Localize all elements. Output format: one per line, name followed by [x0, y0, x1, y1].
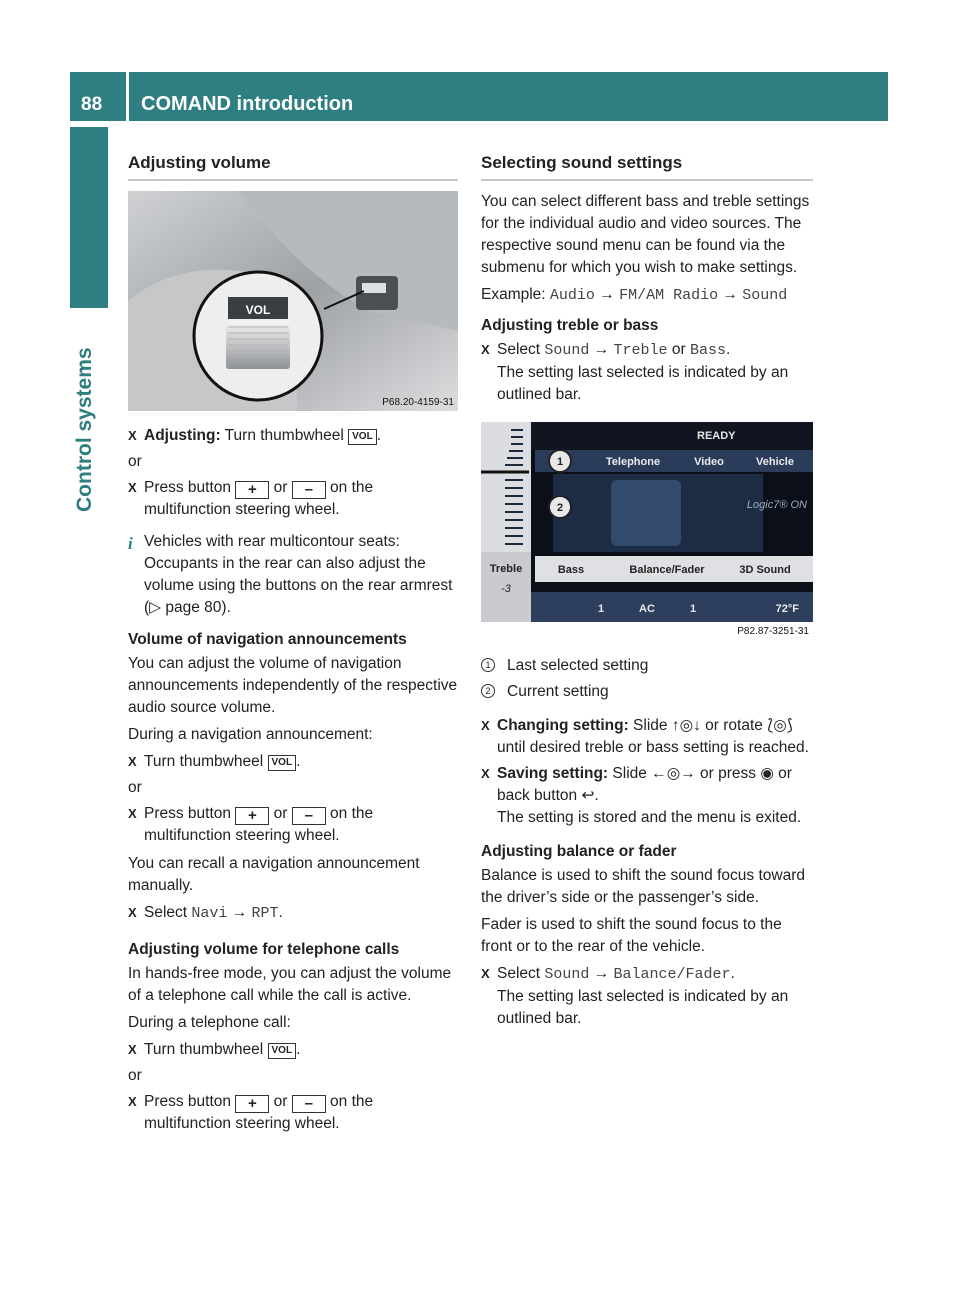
- treble-heading: Adjusting treble or bass: [481, 317, 659, 334]
- section-heading-adjusting-volume: Adjusting volume: [128, 152, 458, 181]
- or-inline: or: [269, 805, 292, 822]
- changing-bold: Changing setting:: [497, 717, 629, 734]
- saving-bold: Saving setting:: [497, 765, 609, 782]
- changing-text: Slide ↑◎↓ or rotate ⟅◎⟆ until desired treble or bass setting is reached.: [497, 717, 809, 756]
- screen-climate-1: 1: [597, 603, 605, 615]
- section-heading-sound-settings: Selecting sound settings: [481, 152, 813, 181]
- legend-item-2: [481, 681, 813, 703]
- nav-paragraph-2: During a navigation announcement:: [128, 726, 373, 743]
- minus-key-icon: –: [292, 807, 326, 825]
- step-nav-press-button: [128, 803, 458, 847]
- or-inline: or: [269, 479, 292, 496]
- nav-paragraph-3: You can recall a navigation announcement manually.: [128, 855, 420, 894]
- number-2-icon: 2: [481, 684, 495, 698]
- step-select-balance: X Select Sound → Balance/Fader. The setting last selected is indicated by an outlined bar.: [481, 963, 813, 1030]
- turn-thumbwheel-text: Turn thumbwheel: [144, 753, 268, 770]
- screen-balance-label: Balance/Fader: [629, 564, 705, 576]
- select-text: Select: [497, 341, 545, 358]
- screen-treble-label: Treble: [489, 563, 523, 575]
- example-label: Example:: [481, 286, 550, 303]
- nav-paragraph-1: You can adjust the volume of navigation announcements independently of the respective audio source volume.: [128, 655, 458, 716]
- page-number: 88: [70, 72, 126, 121]
- info-icon: i: [128, 534, 133, 553]
- vol-key-icon: VOL: [348, 429, 377, 445]
- outlined-note: The setting last selected is indicated by an outlined bar.: [497, 988, 789, 1027]
- step-tel-press-button: [128, 1091, 458, 1135]
- step-adjusting-bold: Adjusting:: [144, 427, 221, 444]
- info-text: Vehicles with rear multicontour seats: Occupants in the rear can also adjust the volume using the buttons on the rear armrest (▷ page 80).: [144, 533, 453, 616]
- screen-climate-ac: AC: [639, 603, 655, 615]
- right-column: [481, 152, 813, 1034]
- vol-thumbwheel-photo: [128, 191, 458, 411]
- screen-tab-telephone: Telephone: [605, 456, 661, 468]
- nav-heading: Volume of navigation announcements: [128, 631, 407, 648]
- saving-note: The setting is stored and the menu is exited.: [497, 809, 802, 826]
- left-column: [128, 152, 458, 1139]
- photo-caption: P68.20-4159-31: [382, 397, 454, 408]
- press-button-text: Press button: [144, 479, 236, 496]
- minus-key-icon: –: [292, 1095, 326, 1113]
- screen-climate-2: 1: [689, 603, 697, 615]
- plus-key-icon: +: [235, 807, 269, 825]
- screen-tab-video: Video: [694, 456, 724, 468]
- screen-3dsound-label: 3D Sound: [739, 564, 791, 576]
- vol-key-icon: VOL: [268, 755, 297, 771]
- sound-label: Sound: [544, 966, 590, 983]
- side-label-wrap: [73, 347, 104, 702]
- balance-fader-label: Balance/Fader: [613, 966, 731, 983]
- photo-illustration: [128, 191, 458, 411]
- rpt-label: RPT: [251, 905, 279, 922]
- plus-key-icon: +: [235, 481, 269, 499]
- example-fm: FM/AM Radio: [619, 287, 719, 304]
- example-line: Example: Audio → FM/AM Radio → Sound: [481, 286, 788, 304]
- example-audio: Audio: [549, 287, 595, 304]
- example-sound: Sound: [742, 287, 788, 304]
- or-inline: or: [269, 1093, 292, 1110]
- select-text: Select: [497, 965, 545, 982]
- navi-label: Navi: [191, 905, 228, 922]
- screen-treble-value: -3: [501, 583, 511, 595]
- step-adjusting: X Adjusting: Turn thumbwheel VOL .: [128, 425, 458, 447]
- or-text: or: [128, 1067, 142, 1084]
- comand-sound-screen: [481, 422, 813, 637]
- step-tel-thumbwheel: X Turn thumbwheel VOL .: [128, 1039, 458, 1061]
- plus-key-icon: +: [235, 1095, 269, 1113]
- screen-caption: P82.87-3251-31: [737, 626, 809, 637]
- screen-illustration: [481, 422, 813, 637]
- step-changing-setting: [481, 715, 813, 759]
- turn-thumbwheel-text: Turn thumbwheel: [144, 1041, 268, 1058]
- page-title: COMAND introduction: [129, 72, 888, 121]
- screen-bass-label: Bass: [557, 564, 585, 576]
- saving-text: Slide ←◎→ or press ◉ or back button ↩.: [497, 765, 792, 804]
- press-button-text: Press button: [144, 805, 236, 822]
- step-press-button: [128, 477, 458, 521]
- on-the-text: on the multifunction steering wheel.: [144, 1093, 374, 1132]
- on-the-text: on the multifunction steering wheel.: [144, 479, 374, 518]
- vol-key-icon: VOL: [268, 1043, 297, 1059]
- tel-paragraph-1: In hands-free mode, you can adjust the volume of a telephone call while the call is active.: [128, 965, 452, 1004]
- or-text: or: [128, 453, 142, 470]
- svg-text:1: 1: [556, 456, 564, 468]
- arrow-text: →: [227, 904, 252, 921]
- info-note: [128, 531, 458, 619]
- bass-label: Bass: [689, 342, 726, 359]
- balance-heading: Adjusting balance or fader: [481, 843, 677, 860]
- screen-tab-vehicle: Vehicle: [756, 456, 794, 468]
- side-label: Control systems: [73, 347, 96, 512]
- outlined-note: The setting last selected is indicated by an outlined bar.: [497, 364, 789, 403]
- step-saving-setting: [481, 763, 813, 829]
- sound-paragraph-1: You can select different bass and treble settings for the individual audio and video sources. The respective sound menu can be found via the submenu for which you wish to make settings.: [481, 193, 810, 276]
- screen-status: READY: [697, 430, 736, 442]
- legend-item-1: [481, 655, 813, 677]
- treble-label: Treble: [613, 342, 668, 359]
- step-select-navi-rpt: X Select Navi → RPT.: [128, 902, 458, 925]
- or-text: or: [128, 779, 142, 796]
- screen-logic: Logic7® ON: [746, 499, 807, 511]
- legend-1-text: Last selected setting: [507, 657, 649, 674]
- balance-paragraph-2: Fader is used to shift the sound focus to the front or to the rear of the vehicle.: [481, 916, 782, 955]
- number-1-icon: 1: [481, 658, 495, 672]
- svg-text:2: 2: [556, 502, 564, 514]
- minus-key-icon: –: [292, 481, 326, 499]
- sound-label: Sound: [544, 342, 590, 359]
- step-select-treble-bass: X Select Sound → Treble or Bass. The setting last selected is indicated by an outlined bar.: [481, 339, 813, 406]
- press-button-text: Press button: [144, 1093, 236, 1110]
- legend-2-text: Current setting: [507, 683, 609, 700]
- tel-heading: Adjusting volume for telephone calls: [128, 941, 400, 958]
- tel-paragraph-2: During a telephone call:: [128, 1014, 291, 1031]
- on-the-text: on the multifunction steering wheel.: [144, 805, 374, 844]
- or-inline: or: [667, 341, 690, 358]
- balance-paragraph-1: Balance is used to shift the sound focus toward the driver’s side or the passenger’s side.: [481, 867, 805, 906]
- side-tab-block: [70, 127, 108, 308]
- step-nav-thumbwheel: X Turn thumbwheel VOL .: [128, 751, 458, 773]
- step-adjusting-text: Turn thumbwheel: [220, 427, 349, 444]
- select-text: Select: [144, 904, 192, 921]
- photo-vol-label: VOL: [245, 303, 271, 317]
- screen-climate-temp: 72°F: [775, 603, 799, 615]
